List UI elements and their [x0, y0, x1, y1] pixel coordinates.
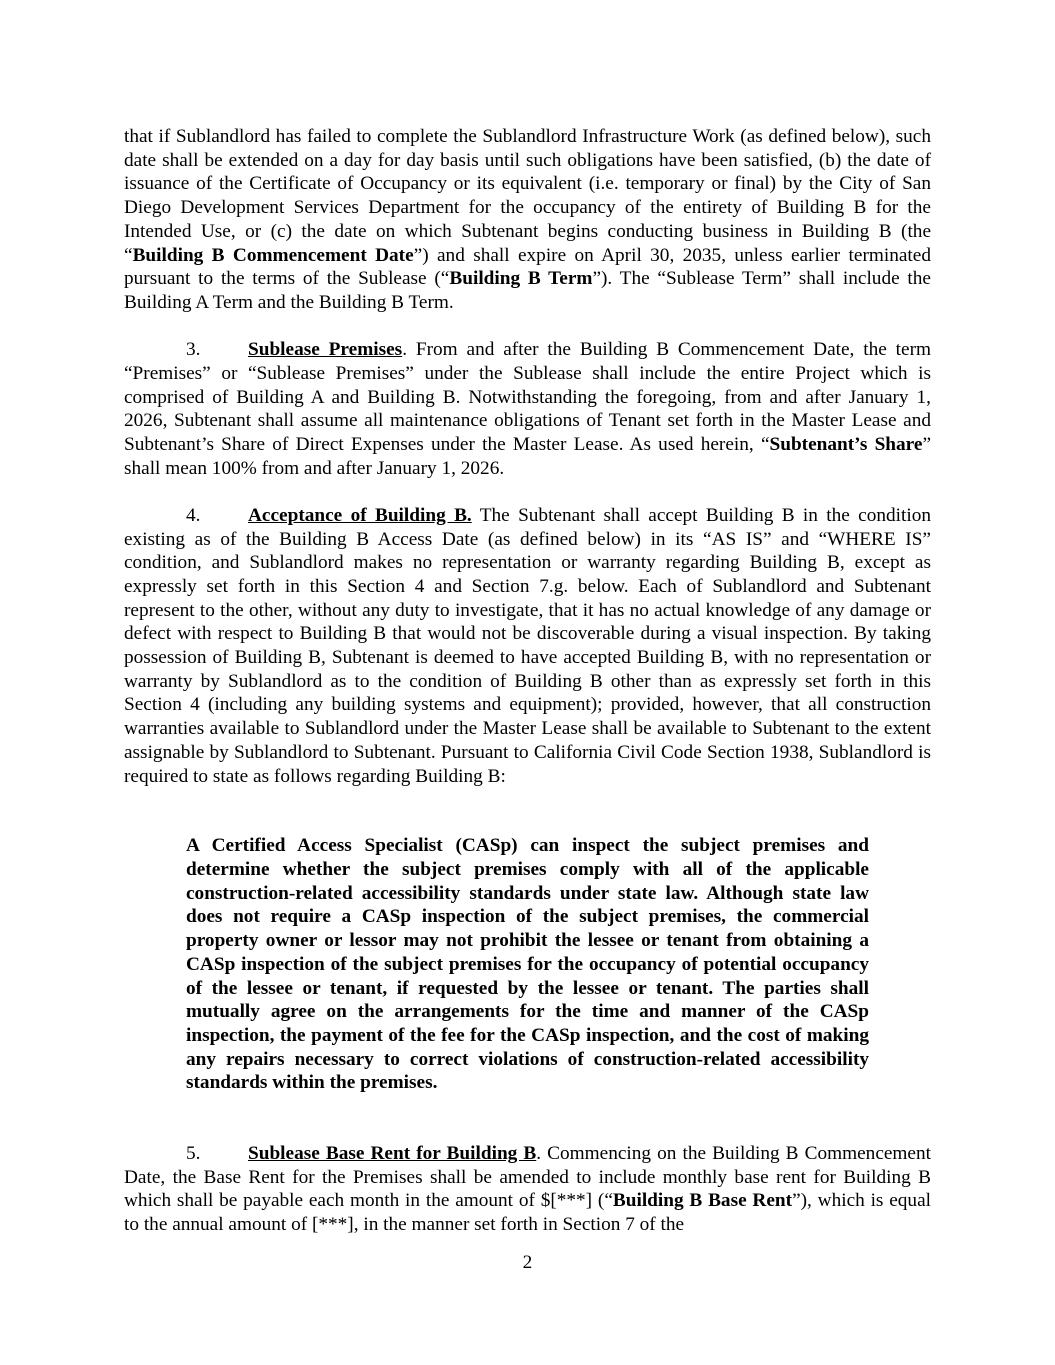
section-heading: Acceptance of Building B.: [248, 504, 472, 526]
section-4-paragraph: 4. Acceptance of Building B. The Subtenant shall accept Building B in the condition existing as of the Building B Access Date (as defined below) in its “AS IS” and “WHERE IS” condition, and Sublandlord makes no representation or warranty regarding Building B, except as expressly set forth in this Section 4 and Section 7.g. below. Each of Sublandlord and Subtenant represent to the other, without any duty to investigate, that it has no actual knowledge of any damage or defect with respect to Building B that would not be discoverable during a visual inspection. By taking possession of Building B, Subtenant is deemed to have accepted Building B, with no representation or warranty by Sublandlord as to the condition of Building B other than as expressly set forth in this Section 4 (including any building systems and equipment); provided, however, that all construction warranties available to Sublandlord under the Master Lease shall be available to Subtenant to the extent assignable by Sublandlord to Subtenant. Pursuant to California Civil Code Section 1938, Sublandlord is required to state as follows regarding Building B:: [124, 504, 931, 787]
section-5-paragraph: 5. Sublease Base Rent for Building B. Commencing on the Building B Commencement Date, the Base Rent for the Premises shall be amended to include monthly base rent for Building B which shall be payable each month in the amount of $[***] (“Building B Base Rent”), which is equal to the annual amount of [***], in the manner set forth in Section 7 of the: [124, 1143, 931, 1236]
section-heading: Sublease Base Rent for Building B: [248, 1143, 537, 1165]
defined-term: Building B Base Rent: [612, 1190, 793, 1212]
section-3-paragraph: 3. Sublease Premises. From and after the Building B Commencement Date, the term “Premises” or “Sublease Premises” under the Sublease shall include the entire Project which is comprised of Building A and Building B. Notwithstanding the foregoing, from and after January 1, 2026, Subtenant shall assume all maintenance obligations of Tenant set forth in the Master Lease and Subtenant’s Share of Direct Expenses under the Master Lease. As used herein, “Subtenant’s Share” shall mean 100% from and after January 1, 2026.: [124, 339, 931, 479]
section-number: 5.: [186, 1143, 201, 1165]
defined-term: Building B Term: [449, 268, 593, 290]
page-number: 2: [522, 1252, 533, 1273]
section-heading: Sublease Premises: [248, 339, 403, 361]
defined-term: Building B Commencement Date: [132, 244, 414, 266]
continuation-paragraph: that if Sublandlord has failed to complete the Sublandlord Infrastructure Work (as defined below), such date shall be extended on a day for day basis until such obligations have been satisfied, (b) the date of issuance of the Certificate of Occupancy or its equivalent (i.e. temporary or final) by the City of San Diego Development Services Department for the occupancy of the entirety of Building B for the Intended Use, or (c) the date on which Subtenant begins conducting business in Building B (the “Building B Commencement Date”) and shall expire on April 30, 2035, unless earlier terminated pursuant to the terms of the Sublease (“Building B Term”). The “Sublease Term” shall include the Building A Term and the Building B Term.: [124, 126, 931, 313]
section-number: 3.: [186, 339, 201, 361]
document-page: [124, 125, 931, 1237]
casp-notice: A Certified Access Specialist (CASp) can inspect the subject premises and determine whether the subject premises comply with all of the applicable construction-related accessibility standards under state law. Although state law does not require a CASp inspection of the subject premises, the commercial property owner or lessor may not prohibit the lessee or tenant from obtaining a CASp inspection of the subject premises for the occupancy of potential occupancy of the lessee or tenant, if requested by the lessee or tenant. The parties shall mutually agree on the arrangements for the time and manner of the CASp inspection, the payment of the fee for the CASp inspection, and the cost of making any repairs necessary to correct violations of construction-related accessibility standards within the premises.: [186, 835, 869, 1094]
defined-term: Subtenant’s Share: [769, 433, 923, 455]
section-number: 4.: [186, 504, 201, 526]
